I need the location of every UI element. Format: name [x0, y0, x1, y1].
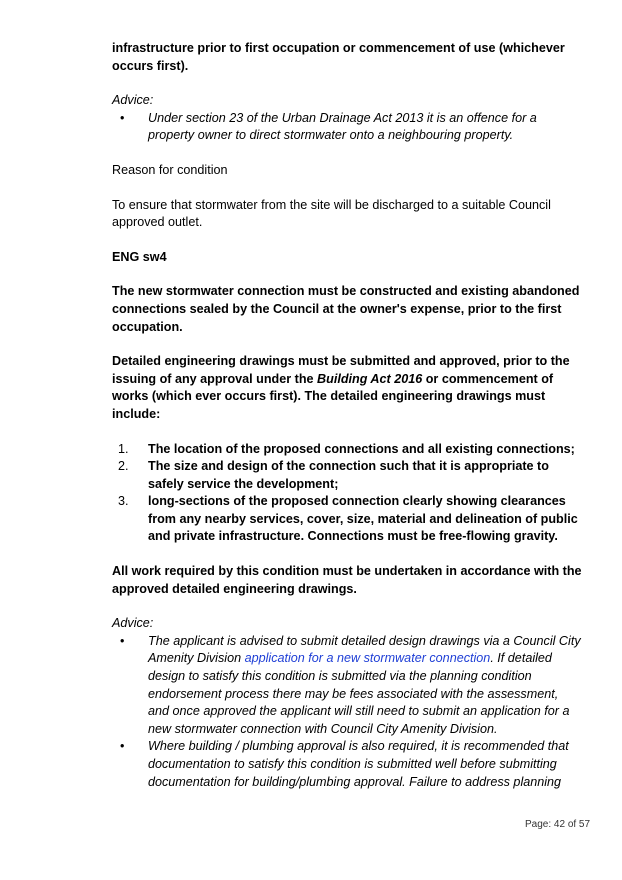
advice-list	[112, 110, 582, 145]
condition-code: ENG sw4	[112, 249, 167, 264]
list-item	[112, 458, 582, 493]
list-item	[112, 493, 582, 546]
list-item	[112, 738, 582, 791]
advice-label: Advice:	[112, 616, 154, 631]
bullet-icon: •	[120, 110, 125, 125]
list-item	[112, 110, 582, 145]
list-number: 3.	[118, 494, 129, 509]
list-item-text: long-sections of the proposed connection clearly showing clearances from any nearby services, cover, size, material and delineation of public and private infrastructure. Connections must be free-flowing gravity.	[148, 494, 578, 544]
list-item	[112, 633, 582, 739]
reason-text: To ensure that stormwater from the site will be discharged to a suitable Council approved outlet.	[112, 197, 551, 230]
advice-item-text: . If detailed design to satisfy this condition is submitted via the planning condition endorsement process there may be fees associated with the assessment, and once approved the applicant will still need to submit an application for a new stormwater connection with Council City Amenity Division.	[148, 651, 570, 736]
bullet-icon: •	[120, 633, 125, 648]
reason-heading: Reason for condition	[112, 162, 228, 177]
list-number: 1.	[118, 441, 129, 456]
list-number: 2.	[118, 459, 129, 474]
condition-paragraph-3: All work required by this condition must be undertaken in accordance with the approved detailed engineering drawings.	[112, 564, 582, 596]
act-name: Building Act 2016	[317, 371, 423, 386]
paragraph-text: Detailed engineering drawings must be submitted and approved, prior to the issuing of any approval under the	[112, 354, 570, 386]
document-page	[112, 40, 582, 791]
requirements-list	[112, 441, 582, 547]
stormwater-connection-link[interactable]: application for a new stormwater connection	[244, 651, 491, 666]
list-item-text: The size and design of the connection such that it is appropriate to safely service the development;	[148, 459, 549, 491]
advice-item-text: The applicant is advised to submit detailed design drawings via a Council City Amenity Division	[148, 633, 581, 666]
condition-continuation-text: infrastructure prior to first occupation or commencement of use (whichever occurs first).	[112, 41, 565, 73]
advice-item-text: Under section 23 of the Urban Drainage Act 2013 it is an offence for a property owner to direct stormwater onto a neighbouring property.	[148, 110, 537, 143]
condition-paragraph-1: The new stormwater connection must be constructed and existing abandoned connections sealed by the Council at the owner's expense, prior to the first occupation.	[112, 284, 580, 334]
advice-list	[112, 633, 582, 791]
condition-paragraph-2	[112, 353, 582, 423]
page-number: Page: 42 of 57	[525, 819, 591, 830]
advice-item-text: Where building / plumbing approval is also required, it is recommended that documentation to satisfy this condition is submitted well before submitting documentation for building/plumbing approval. Failure to address planning	[148, 739, 569, 789]
advice-label: Advice:	[112, 93, 154, 108]
list-item-text: The location of the proposed connections and all existing connections;	[148, 441, 575, 456]
list-item	[112, 441, 582, 459]
paragraph-text: or commencement of works (which ever occurs first). The detailed engineering drawings must include:	[112, 371, 554, 421]
bullet-icon: •	[120, 739, 125, 754]
